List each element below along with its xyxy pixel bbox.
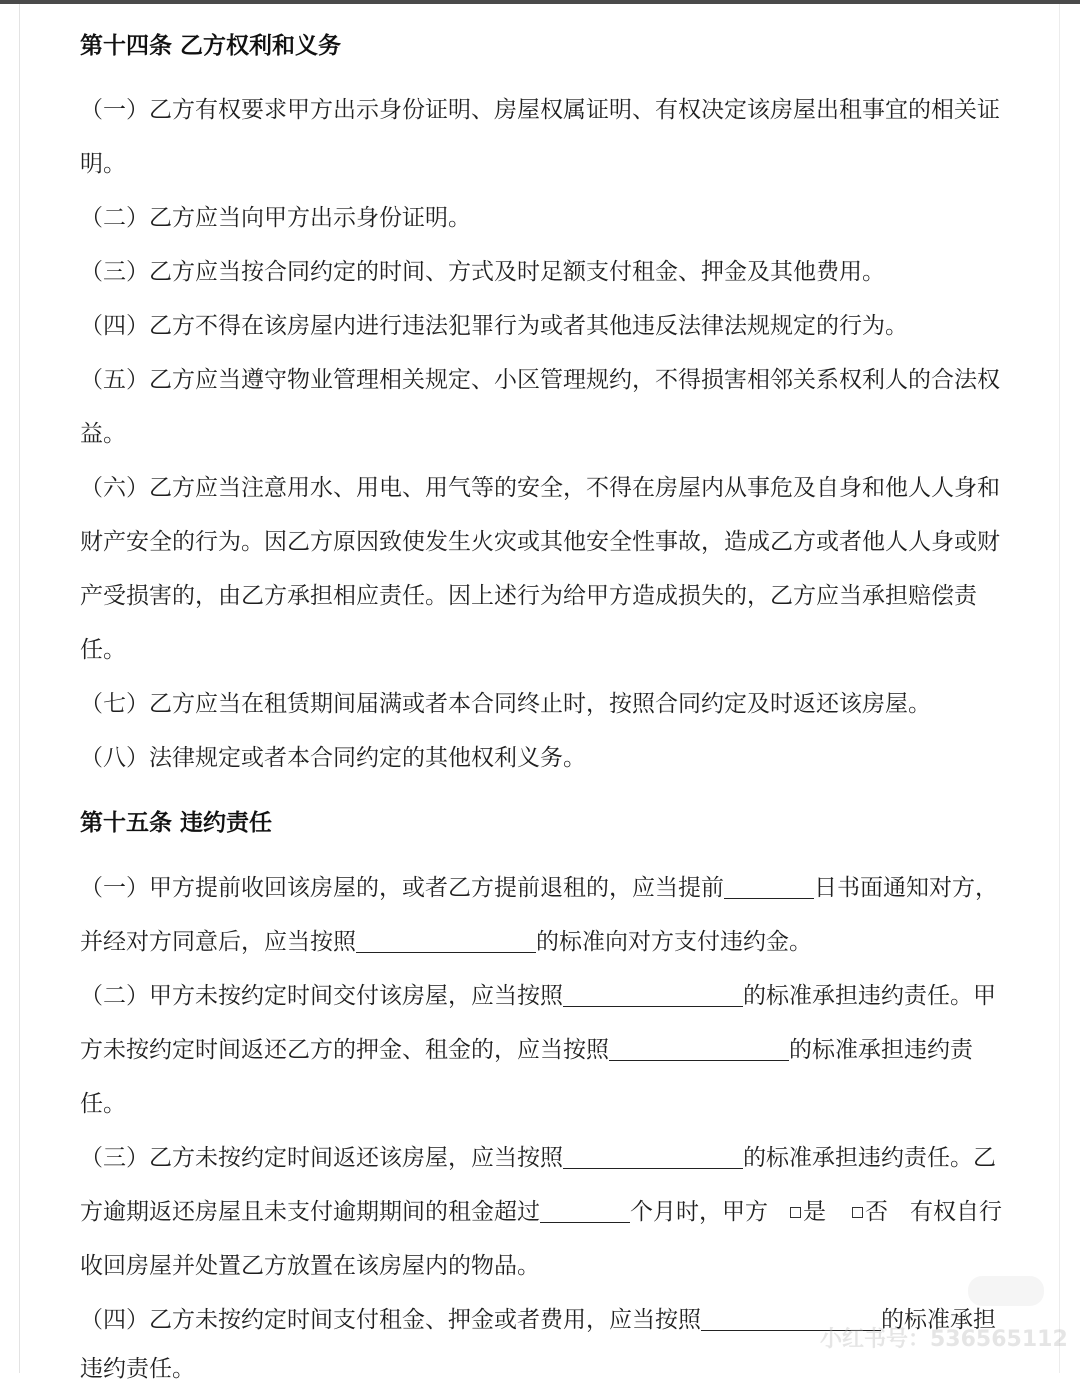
- article-14-line-3: （二）乙方应当向甲方出示身份证明。: [80, 205, 471, 231]
- text-segment: 日书面通知对方，: [814, 875, 998, 901]
- article-14-line-1: （一）乙方有权要求甲方出示身份证明、房屋权属证明、有权决定该房屋出租事宜的相关证: [80, 97, 1000, 123]
- article-15-title: 第十五条 违约责任: [80, 810, 273, 836]
- article-15-line-2: [80, 927, 812, 957]
- text-segment: 并经对方同意后，应当按照: [80, 929, 356, 955]
- article-14-line-9: 财产安全的行为。因乙方原因致使发生火灾或其他安全性事故，造成乙方或者他人人身或财: [80, 529, 1000, 555]
- text-segment: 个月时，甲方: [630, 1199, 768, 1225]
- fill-blank-penalty-standard[interactable]: [356, 930, 536, 953]
- fill-blank-notice-days[interactable]: [724, 876, 814, 899]
- article-14-line-6: （五）乙方应当遵守物业管理相关规定、小区管理规约，不得损害相邻关系权利人的合法权: [80, 367, 1000, 393]
- left-margin-rule: [19, 4, 20, 1373]
- text-segment: 的标准承担: [881, 1307, 996, 1333]
- checkbox-no[interactable]: [852, 1207, 863, 1218]
- article-15-line-10: 违约责任。: [80, 1356, 195, 1382]
- article-14-line-10: 产受损害的，由乙方承担相应责任。因上述行为给甲方造成损失的，乙方应当承担赔偿责: [80, 583, 977, 609]
- text-segment: 的标准承担违约责任。甲: [743, 983, 996, 1009]
- article-14-line-12: （七）乙方应当在租赁期间届满或者本合同终止时，按照合同约定及时返还该房屋。: [80, 691, 931, 717]
- article-15-line-5: 任。: [80, 1091, 126, 1117]
- text-segment: 的标准承担违约责: [789, 1037, 973, 1063]
- fill-blank-deposit-standard[interactable]: [609, 1038, 789, 1061]
- watermark-text: 小红书号：536565112: [820, 1327, 1068, 1352]
- article-15-line-4: [80, 1035, 973, 1065]
- article-15-line-3: [80, 981, 996, 1011]
- text-segment: （一）甲方提前收回该房屋的，或者乙方提前退租的，应当提前: [80, 875, 724, 901]
- article-14-line-2: 明。: [80, 151, 126, 177]
- article-15-line-6: [80, 1143, 996, 1173]
- text-segment: 的标准向对方支付违约金。: [536, 929, 812, 955]
- article-14-line-11: 任。: [80, 637, 126, 663]
- article-14-line-7: 益。: [80, 421, 126, 447]
- checkbox-no-label: 否: [865, 1199, 888, 1225]
- checkbox-yes[interactable]: [790, 1207, 801, 1218]
- article-14-line-5: （四）乙方不得在该房屋内进行违法犯罪行为或者其他违反法律法规规定的行为。: [80, 313, 908, 339]
- article-14-title: 第十四条 乙方权利和义务: [80, 33, 342, 59]
- fill-blank-return-standard[interactable]: [563, 1146, 743, 1169]
- fill-blank-overdue-months[interactable]: [540, 1200, 630, 1223]
- article-14-line-8: （六）乙方应当注意用水、用电、用气等的安全，不得在房屋内从事危及自身和他人人身和: [80, 475, 1000, 501]
- article-15-line-8: 收回房屋并处置乙方放置在该房屋内的物品。: [80, 1253, 540, 1279]
- text-segment: （三）乙方未按约定时间返还该房屋，应当按照: [80, 1145, 563, 1171]
- text-segment: 方未按约定时间返还乙方的押金、租金的，应当按照: [80, 1037, 609, 1063]
- article-14-line-13: （八）法律规定或者本合同约定的其他权利义务。: [80, 745, 586, 771]
- text-segment: 有权自行: [910, 1199, 1002, 1225]
- text-segment: 方逾期返还房屋且未支付逾期期间的租金超过: [80, 1199, 540, 1225]
- article-15-line-1: [80, 873, 998, 903]
- text-segment: 的标准承担违约责任。乙: [743, 1145, 996, 1171]
- right-margin-rule: [1059, 4, 1060, 1373]
- top-bar: [0, 0, 1080, 4]
- fill-blank-delivery-standard[interactable]: [563, 984, 743, 1007]
- text-segment: （四）乙方未按约定时间支付租金、押金或者费用，应当按照: [80, 1307, 701, 1333]
- checkbox-yes-label: 是: [803, 1199, 826, 1225]
- watermark-logo: [968, 1276, 1044, 1306]
- article-14-line-4: （三）乙方应当按合同约定的时间、方式及时足额支付租金、押金及其他费用。: [80, 259, 885, 285]
- article-15-line-7: [80, 1197, 1002, 1227]
- text-segment: （二）甲方未按约定时间交付该房屋，应当按照: [80, 983, 563, 1009]
